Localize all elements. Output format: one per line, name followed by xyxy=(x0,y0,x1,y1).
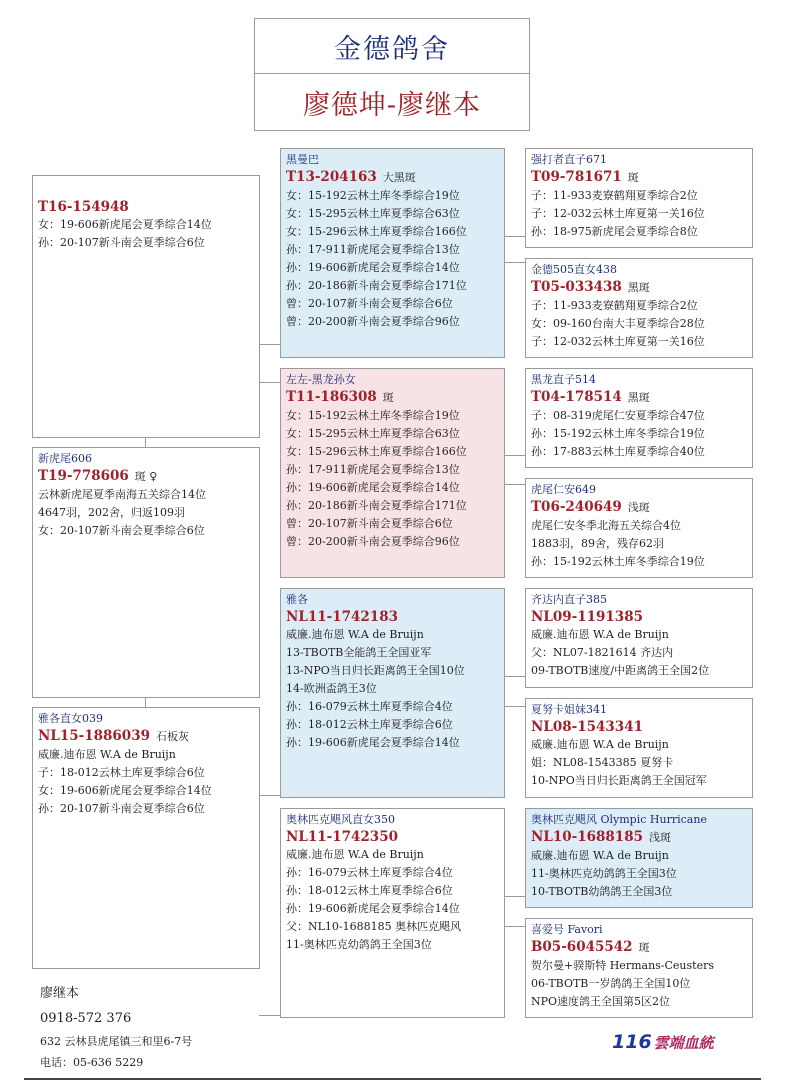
connector xyxy=(504,484,525,485)
achievement-line: 威廉.迪布恩 W.A de Bruijn xyxy=(531,849,669,862)
bird-name: 左左-黑龙孙女 xyxy=(286,373,356,386)
achievement-line: 孙：17-883云林土库夏季综合40位 xyxy=(531,445,705,458)
achievement-line: 曾：20-107新斗南会夏季综合6位 xyxy=(286,297,453,310)
connector xyxy=(259,382,280,383)
connector xyxy=(504,706,525,707)
achievement-line: 子：12-032云林土库夏第一关16位 xyxy=(531,207,705,220)
connector xyxy=(504,896,525,897)
connector xyxy=(504,262,525,263)
ring-number: NL08-1543341 xyxy=(531,719,643,735)
achievement-line: 孙：16-079云林土库夏季综合4位 xyxy=(286,700,453,713)
achievement-line: 女：19-606新虎尾会夏季综合14位 xyxy=(38,784,212,797)
achievement-line: 孙：17-911新虎尾会夏季综合13位 xyxy=(286,243,460,256)
achievement-line: 云林新虎尾夏季南海五关综合14位 xyxy=(38,488,206,501)
achievement-line: 06-TBOTB一岁鸽鸽王全国10位 xyxy=(531,977,691,990)
bird-name: 强打者直子671 xyxy=(531,153,607,166)
achievement-line: 孙：19-606新虎尾会夏季综合14位 xyxy=(286,261,460,274)
color-label: 浅斑 xyxy=(648,831,671,844)
achievement-line: 1883羽，89舍，残存62羽 xyxy=(531,537,664,550)
color-label: 斑 xyxy=(627,171,639,184)
owner-name: 廖继本 xyxy=(40,986,80,1001)
achievement-line: 子：11-933麦寮鹤翔夏季综合2位 xyxy=(531,299,698,312)
ring-number: T16-154948 xyxy=(38,199,129,215)
achievement-line: 姐：NL08-1543385 夏努卡 xyxy=(531,756,674,769)
achievement-line: 孙：17-911新虎尾会夏季综合13位 xyxy=(286,463,460,476)
achievement-line: 13-TBOTB全能鸽王全国亚军 xyxy=(286,646,432,659)
achievement-line: 父：NL10-1688185 奥林匹克飓风 xyxy=(286,920,462,933)
achievement-line: 女：09-160台南大丰夏季综合28位 xyxy=(531,317,705,330)
connector xyxy=(504,926,525,927)
bird-name: 虎尾仁安649 xyxy=(531,483,596,496)
dss-box xyxy=(525,588,753,688)
bird-name: 金德505直女438 xyxy=(531,263,617,276)
achievement-line: 女：15-295云林土库夏季综合63位 xyxy=(286,427,460,440)
achievement-line: 孙：15-192云林土库冬季综合19位 xyxy=(531,427,705,440)
ring-number: T09-781671 xyxy=(531,169,622,185)
achievement-line: 女：15-295云林土库夏季综合63位 xyxy=(286,207,460,220)
bottom-divider xyxy=(24,1078,761,1080)
connector xyxy=(504,236,525,237)
brand-logo xyxy=(612,1031,714,1053)
achievement-line: 女：20-107新斗南会夏季综合6位 xyxy=(38,524,205,537)
owner-names: 廖德坤-廖继本 xyxy=(254,74,530,131)
achievement-line: 11-奥林匹克幼鸽鸽王全国3位 xyxy=(286,938,432,951)
color-label: 黑斑 xyxy=(627,281,650,294)
ring-number: NL11-1742183 xyxy=(286,609,398,625)
achievement-line: 女：15-192云林土库冬季综合19位 xyxy=(286,409,460,422)
achievement-line: 虎尾仁安冬季北海五关综合4位 xyxy=(531,519,681,532)
owner-info xyxy=(40,984,270,1071)
achievement-line: 10-TBOTB幼鸽鸽王全国3位 xyxy=(531,885,673,898)
bird-name: 雅各直女039 xyxy=(38,712,103,725)
achievement-line: 曾：20-200新斗南会夏季综合96位 xyxy=(286,315,460,328)
ring-number: B05-6045542 xyxy=(531,939,633,955)
color-label: 大黑斑 xyxy=(382,171,416,184)
connector xyxy=(504,676,525,677)
bird-name: 奥林匹克飓风 Olympic Hurricane xyxy=(531,813,707,826)
achievement-line: 女：15-296云林土库夏季综合166位 xyxy=(286,445,467,458)
achievement-line: 孙：20-107新斗南会夏季综合6位 xyxy=(38,802,205,815)
ring-number: NL11-1742350 xyxy=(286,829,398,845)
bird-name: 齐达内直子385 xyxy=(531,593,607,606)
bird-name: 夏努卡姐妹341 xyxy=(531,703,607,716)
damdam-box xyxy=(32,707,260,969)
connector xyxy=(145,437,146,447)
achievement-line: 贺尔曼+骙斯特 Hermans-Ceusters xyxy=(531,959,714,972)
owner-address: 632 云林县虎尾镇三和里6-7号 xyxy=(40,1035,193,1048)
dsd-box xyxy=(525,698,753,798)
bird-name: 黑龙直子514 xyxy=(531,373,596,386)
ring-number: NL15-1886039 xyxy=(38,728,150,744)
achievement-line: 曾：20-107新斗南会夏季综合6位 xyxy=(286,517,453,530)
dds-box xyxy=(525,808,753,908)
color-label: 斑 xyxy=(382,391,394,404)
achievement-line: 父：NL07-1821614 齐达内 xyxy=(531,646,674,659)
owner-phone: 0918-572 376 xyxy=(40,1011,132,1026)
sire2-box xyxy=(280,368,505,578)
ring-number: T06-240649 xyxy=(531,499,622,515)
color-label: 斑 xyxy=(638,941,650,954)
bird-name: 喜爱号 Favori xyxy=(531,923,603,936)
achievement-line: 威廉.迪布恩 W.A de Bruijn xyxy=(531,628,669,641)
ring-number: T13-204163 xyxy=(286,169,377,185)
connector xyxy=(259,795,280,796)
color-label: 石板灰 xyxy=(155,730,189,743)
damsire-box xyxy=(280,588,505,798)
achievement-line: 孙：20-107新斗南会夏季综合6位 xyxy=(38,236,205,249)
connector xyxy=(259,344,280,345)
sire-box xyxy=(280,148,505,358)
s2d-box xyxy=(525,478,753,578)
achievement-line: 孙：15-192云林土库冬季综合19位 xyxy=(531,555,705,568)
color-label: 斑 ♀ xyxy=(134,470,158,483)
bird-name: 新虎尾606 xyxy=(38,452,92,465)
achievement-line: 孙：18-012云林土库夏季综合6位 xyxy=(286,884,453,897)
achievement-line: 孙：19-606新虎尾会夏季综合14位 xyxy=(286,736,460,749)
achievement-line: 威廉.迪布恩 W.A de Bruijn xyxy=(286,628,424,641)
dd-box xyxy=(280,808,505,1018)
achievement-line: NPO速度鸽王全国第5区2位 xyxy=(531,995,671,1008)
achievement-line: 威廉.迪布恩 W.A de Bruijn xyxy=(531,738,669,751)
ring-number: T19-778606 xyxy=(38,468,129,484)
owner-tel: 电话：05-636 5229 xyxy=(40,1056,144,1069)
achievement-line: 14-欧洲盃鸽王3位 xyxy=(286,682,377,695)
achievement-line: 女：15-296云林土库夏季综合166位 xyxy=(286,225,467,238)
achievement-line: 09-TBOTB速度/中距离鸽王全国2位 xyxy=(531,664,710,677)
connector xyxy=(145,697,146,707)
achievement-line: 子：08-319虎尾仁安夏季综合47位 xyxy=(531,409,705,422)
sd-box xyxy=(525,258,753,358)
achievement-line: 子：18-012云林土库夏季综合6位 xyxy=(38,766,205,779)
ddd-box xyxy=(525,918,753,1018)
s2s-box xyxy=(525,368,753,468)
achievement-line: 孙：18-975新虎尾会夏季综合8位 xyxy=(531,225,698,238)
color-label: 黑斑 xyxy=(627,391,650,404)
logo-number: 116 xyxy=(612,1031,652,1053)
achievement-line: 孙：19-606新虎尾会夏季综合14位 xyxy=(286,902,460,915)
connector xyxy=(504,455,525,456)
achievement-line: 孙：16-079云林土库夏季综合4位 xyxy=(286,866,453,879)
achievement-line: 孙：20-186新斗南会夏季综合171位 xyxy=(286,499,467,512)
achievement-line: 孙：19-606新虎尾会夏季综合14位 xyxy=(286,481,460,494)
achievement-line: 威廉.迪布恩 W.A de Bruijn xyxy=(286,848,424,861)
achievement-line: 孙：20-186新斗南会夏季综合171位 xyxy=(286,279,467,292)
achievement-line: 子：12-032云林土库夏第一关16位 xyxy=(531,335,705,348)
ring-number: T11-186308 xyxy=(286,389,377,405)
bird-name: 黑曼巴 xyxy=(286,153,319,166)
achievement-line: 13-NPO当日归长距离鸽王全国10位 xyxy=(286,664,465,677)
ring-number: NL09-1191385 xyxy=(531,609,643,625)
ring-number: NL10-1688185 xyxy=(531,829,643,845)
subject-box xyxy=(32,175,260,438)
ss-box xyxy=(525,148,753,248)
achievement-line: 11-奥林匹克幼鸽鸽王全国3位 xyxy=(531,867,677,880)
color-label: 浅斑 xyxy=(627,501,650,514)
achievement-line: 女：19-606新虎尾会夏季综合14位 xyxy=(38,218,212,231)
achievement-line: 女：15-192云林土库冬季综合19位 xyxy=(286,189,460,202)
bird-name: 奥林匹克飓风直女350 xyxy=(286,813,395,826)
ring-number: T05-033438 xyxy=(531,279,622,295)
dam-box xyxy=(32,447,260,698)
logo-text: 雲端血統 xyxy=(653,1034,714,1052)
achievement-line: 10-NPO当日归长距离鸽王全国冠军 xyxy=(531,774,707,787)
achievement-line: 孙：18-012云林土库夏季综合6位 xyxy=(286,718,453,731)
bird-name: 雅各 xyxy=(286,593,308,606)
achievement-line: 威廉.迪布恩 W.A de Bruijn xyxy=(38,748,176,761)
achievement-line: 子：11-933麦寮鹤翔夏季综合2位 xyxy=(531,189,698,202)
achievement-line: 4647羽，202舍，归返109羽 xyxy=(38,506,185,519)
loft-name: 金德鸽舍 xyxy=(254,18,530,74)
ring-number: T04-178514 xyxy=(531,389,622,405)
achievement-line: 曾：20-200新斗南会夏季综合96位 xyxy=(286,535,460,548)
